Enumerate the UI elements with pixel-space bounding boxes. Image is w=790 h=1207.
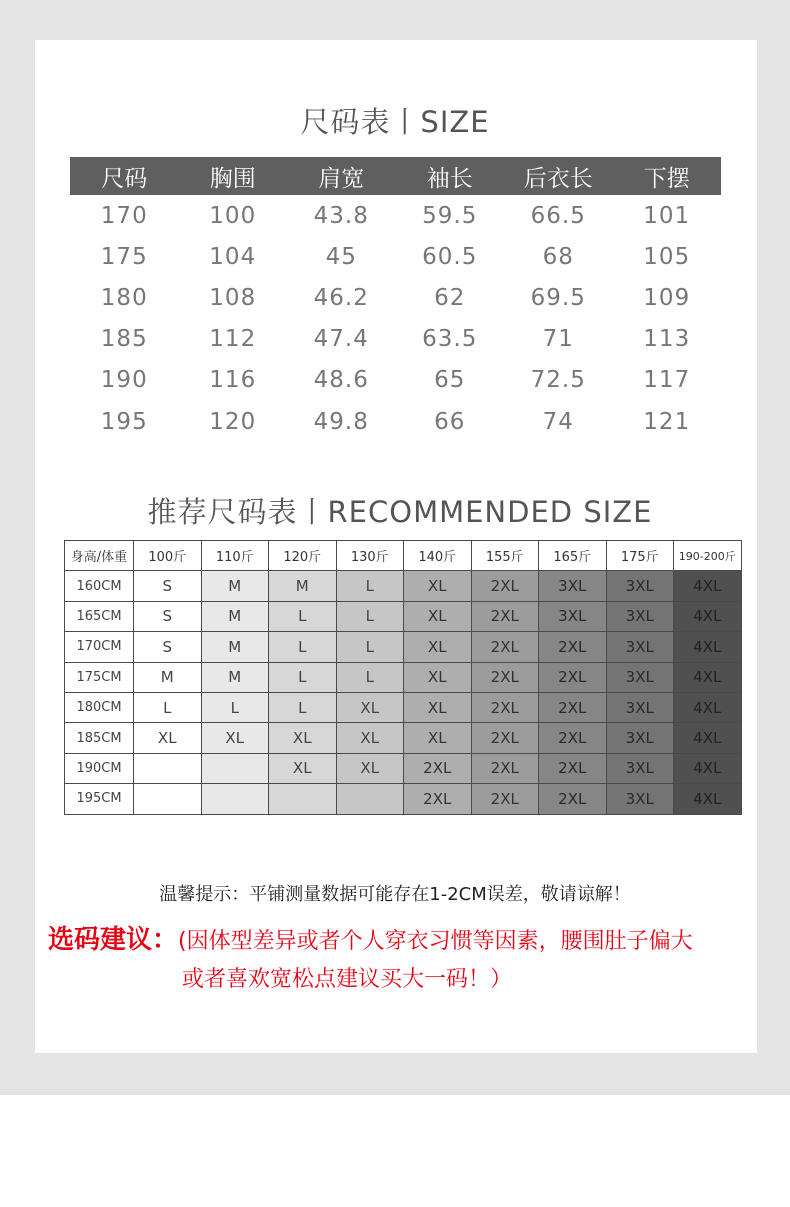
recommended-size-cell: S bbox=[134, 601, 202, 631]
size-header-cell: 后衣长 bbox=[523, 165, 593, 192]
size-advice-line-2: 或者喜欢宽松点建议买大一码！） bbox=[182, 967, 513, 992]
weight-header-cell: 190-200斤 bbox=[674, 541, 742, 571]
size-cell: 109 bbox=[643, 284, 691, 311]
recommended-size-cell: L bbox=[134, 692, 202, 722]
size-chart-table bbox=[70, 157, 721, 442]
recommended-size-cell: 4XL bbox=[674, 632, 742, 662]
recommended-size-cell bbox=[134, 784, 202, 814]
size-cell: 71 bbox=[542, 326, 574, 353]
size-cell: 104 bbox=[209, 243, 257, 270]
recommended-size-cell: XL bbox=[404, 723, 472, 753]
recommended-size-cell: M bbox=[269, 571, 337, 601]
recommended-size-cell bbox=[269, 784, 337, 814]
recommended-size-cell: 2XL bbox=[539, 662, 607, 692]
size-cell: 69.5 bbox=[530, 284, 586, 311]
recommended-size-cell bbox=[336, 784, 404, 814]
recommended-size-cell: 2XL bbox=[471, 601, 539, 631]
recommended-size-cell: 4XL bbox=[674, 571, 742, 601]
size-cell: 100 bbox=[209, 202, 257, 229]
recommended-row bbox=[65, 571, 742, 601]
size-cell: 190 bbox=[100, 367, 148, 394]
recommended-size-cell: 2XL bbox=[539, 784, 607, 814]
weight-header-cell: 175斤 bbox=[606, 541, 674, 571]
size-cell: 66 bbox=[434, 408, 466, 435]
size-row bbox=[70, 236, 721, 277]
size-chart-header bbox=[70, 157, 721, 195]
size-cell: 175 bbox=[100, 243, 148, 270]
recommended-size-cell: M bbox=[134, 662, 202, 692]
recommended-size-cell: 3XL bbox=[539, 601, 607, 631]
recommended-size-cell: 3XL bbox=[606, 723, 674, 753]
recommended-size-cell: S bbox=[134, 571, 202, 601]
size-cell: 195 bbox=[100, 408, 148, 435]
size-cell: 112 bbox=[209, 326, 257, 353]
size-cell: 62 bbox=[434, 284, 466, 311]
recommended-size-table bbox=[64, 540, 742, 815]
size-cell: 60.5 bbox=[422, 243, 478, 270]
recommended-size-cell: 2XL bbox=[404, 784, 472, 814]
recommended-size-cell: 3XL bbox=[606, 632, 674, 662]
recommended-header-row bbox=[65, 541, 742, 571]
size-cell: 108 bbox=[209, 284, 257, 311]
recommended-size-cell: L bbox=[269, 601, 337, 631]
recommended-size-cell: 4XL bbox=[674, 723, 742, 753]
recommended-size-cell: 2XL bbox=[471, 784, 539, 814]
size-header-cell: 尺码 bbox=[101, 165, 148, 192]
recommended-size-cell: 2XL bbox=[471, 753, 539, 783]
recommended-size-cell: 3XL bbox=[606, 753, 674, 783]
recommended-row bbox=[65, 692, 742, 722]
recommended-size-cell: 2XL bbox=[539, 753, 607, 783]
size-cell: 170 bbox=[100, 202, 148, 229]
height-cell: 190CM bbox=[65, 753, 134, 783]
weight-header-cell: 165斤 bbox=[539, 541, 607, 571]
size-row bbox=[70, 319, 721, 360]
recommended-size-cell bbox=[201, 784, 269, 814]
size-cell: 65 bbox=[434, 367, 466, 394]
recommended-size-cell: XL bbox=[404, 662, 472, 692]
recommended-row bbox=[65, 784, 742, 814]
recommended-size-cell: M bbox=[201, 571, 269, 601]
recommended-size-cell: 2XL bbox=[471, 692, 539, 722]
size-cell: 185 bbox=[100, 326, 148, 353]
size-header-cell: 肩宽 bbox=[318, 165, 365, 192]
recommended-size-cell: 2XL bbox=[471, 571, 539, 601]
recommended-row bbox=[65, 723, 742, 753]
size-chart-title: 尺码表丨SIZE bbox=[300, 105, 490, 139]
size-row bbox=[70, 277, 721, 318]
size-row bbox=[70, 360, 721, 401]
height-cell: 175CM bbox=[65, 662, 134, 692]
recommended-size-cell: 3XL bbox=[606, 784, 674, 814]
recommended-size-cell: L bbox=[269, 632, 337, 662]
size-cell: 117 bbox=[643, 367, 691, 394]
recommended-row bbox=[65, 632, 742, 662]
recommended-size-cell: XL bbox=[336, 692, 404, 722]
recommended-row bbox=[65, 662, 742, 692]
recommended-size-cell: S bbox=[134, 632, 202, 662]
recommended-size-cell: 2XL bbox=[539, 632, 607, 662]
recommended-size-cell: L bbox=[336, 601, 404, 631]
size-chart-body bbox=[70, 195, 721, 442]
recommended-size-cell: L bbox=[269, 662, 337, 692]
measurement-tip: 温馨提示：平铺测量数据可能存在1-2CM误差，敬请谅解！ bbox=[159, 884, 631, 905]
recommended-size-cell: XL bbox=[404, 601, 472, 631]
recommended-size-cell: XL bbox=[269, 723, 337, 753]
height-cell: 160CM bbox=[65, 571, 134, 601]
size-cell: 46.2 bbox=[313, 284, 369, 311]
recommended-size-cell: 4XL bbox=[674, 784, 742, 814]
size-header-cell: 下摆 bbox=[643, 165, 690, 192]
recommended-size-cell: XL bbox=[404, 632, 472, 662]
recommended-size-cell: L bbox=[201, 692, 269, 722]
weight-header-cell: 130斤 bbox=[336, 541, 404, 571]
recommended-size-cell bbox=[201, 753, 269, 783]
size-advice-text-1: (因体型差异或者个人穿衣习惯等因素，腰围肚子偏大 bbox=[178, 929, 693, 954]
size-cell: 180 bbox=[100, 284, 148, 311]
height-cell: 165CM bbox=[65, 601, 134, 631]
size-cell: 120 bbox=[209, 408, 257, 435]
size-cell: 63.5 bbox=[422, 326, 478, 353]
size-cell: 43.8 bbox=[313, 202, 369, 229]
recommended-size-cell: XL bbox=[134, 723, 202, 753]
size-cell: 101 bbox=[643, 202, 691, 229]
weight-header-cell: 120斤 bbox=[269, 541, 337, 571]
recommended-size-cell: L bbox=[336, 571, 404, 601]
recommended-size-cell: XL bbox=[404, 571, 472, 601]
size-cell: 59.5 bbox=[422, 202, 478, 229]
size-cell: 68 bbox=[542, 243, 574, 270]
recommended-size-cell: L bbox=[336, 632, 404, 662]
recommended-size-cell: XL bbox=[336, 753, 404, 783]
size-cell: 66.5 bbox=[530, 202, 586, 229]
height-cell: 185CM bbox=[65, 723, 134, 753]
recommended-size-cell: 2XL bbox=[404, 753, 472, 783]
recommended-size-cell: 2XL bbox=[471, 662, 539, 692]
recommended-size-cell: 2XL bbox=[539, 723, 607, 753]
size-cell: 47.4 bbox=[313, 326, 369, 353]
recommended-size-cell: 4XL bbox=[674, 662, 742, 692]
recommended-size-cell: 4XL bbox=[674, 601, 742, 631]
recommended-size-cell: XL bbox=[269, 753, 337, 783]
recommended-size-cell: 3XL bbox=[606, 662, 674, 692]
size-cell: 72.5 bbox=[530, 367, 586, 394]
recommended-size-cell: 3XL bbox=[539, 571, 607, 601]
size-cell: 74 bbox=[542, 408, 574, 435]
recommended-size-cell: L bbox=[336, 662, 404, 692]
recommended-size-cell: XL bbox=[201, 723, 269, 753]
size-advice-line-1 bbox=[48, 919, 693, 956]
weight-header-cell: 155斤 bbox=[471, 541, 539, 571]
height-cell: 195CM bbox=[65, 784, 134, 814]
recommended-size-cell: 3XL bbox=[606, 571, 674, 601]
recommended-size-cell: 2XL bbox=[539, 692, 607, 722]
recommended-size-cell: 4XL bbox=[674, 753, 742, 783]
size-cell: 116 bbox=[209, 367, 257, 394]
size-cell: 121 bbox=[643, 408, 691, 435]
weight-header-cell: 110斤 bbox=[201, 541, 269, 571]
size-header-cell: 袖长 bbox=[426, 165, 473, 192]
recommended-size-cell: M bbox=[201, 662, 269, 692]
size-header-cell: 胸围 bbox=[209, 165, 256, 192]
size-cell: 48.6 bbox=[313, 367, 369, 394]
recommended-size-cell: XL bbox=[404, 692, 472, 722]
size-row bbox=[70, 401, 721, 442]
weight-header-cell: 100斤 bbox=[134, 541, 202, 571]
height-cell: 170CM bbox=[65, 632, 134, 662]
recommended-row bbox=[65, 753, 742, 783]
height-cell: 180CM bbox=[65, 692, 134, 722]
size-cell: 105 bbox=[643, 243, 691, 270]
recommended-size-cell: 3XL bbox=[606, 601, 674, 631]
recommended-size-cell: M bbox=[201, 601, 269, 631]
weight-header-cell: 140斤 bbox=[404, 541, 472, 571]
size-row bbox=[70, 195, 721, 236]
recommended-size-title: 推荐尺码表丨RECOMMENDED SIZE bbox=[147, 495, 653, 529]
recommended-size-cell: 3XL bbox=[606, 692, 674, 722]
recommended-size-cell: M bbox=[201, 632, 269, 662]
recommended-size-cell: 2XL bbox=[471, 723, 539, 753]
size-cell: 45 bbox=[325, 243, 357, 270]
recommended-size-cell: XL bbox=[336, 723, 404, 753]
recommended-row bbox=[65, 601, 742, 631]
height-weight-corner: 身高/体重 bbox=[65, 541, 134, 571]
recommended-size-cell: L bbox=[269, 692, 337, 722]
size-advice-label: 选码建议： bbox=[48, 925, 179, 955]
recommended-size-cell bbox=[134, 753, 202, 783]
size-cell: 49.8 bbox=[313, 408, 369, 435]
size-cell: 113 bbox=[643, 326, 691, 353]
recommended-size-cell: 2XL bbox=[471, 632, 539, 662]
recommended-size-cell: 4XL bbox=[674, 692, 742, 722]
